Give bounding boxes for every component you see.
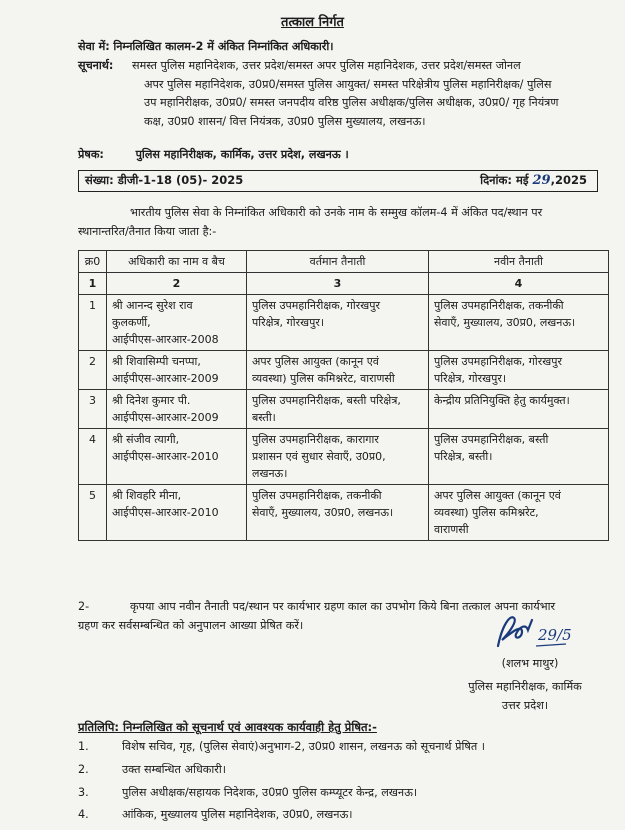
copy-item (78, 806, 353, 824)
cell-line: पुलिस उपमहानिरीक्षक, तकनीकी (434, 299, 564, 312)
copy-heading: प्रतिलिपि: निम्नलिखित को सूचनार्थ एवं आवश्यक कार्यवाही हेतु प्रेषित:- (78, 720, 377, 734)
addressee-line (78, 38, 333, 56)
col-number: 1 (79, 273, 107, 295)
intro-paragraph (78, 204, 608, 241)
cell-line: पुलिस उपमहानिरीक्षक, बस्ती परिक्षेत्र, (252, 394, 401, 407)
table-row (79, 429, 609, 485)
row-officer (107, 351, 247, 390)
cell-line: केन्द्रीय प्रतिनियुक्ति हेतु कार्यमुक्त। (434, 394, 570, 407)
info-line: उप महानिरीक्षक, उ0प्र0/ समस्त जनपदीय वरिष्ठ पुलिस अधीक्षक/पुलिस अधीक्षक, उ0प्र0/ गृह नियंत्रण (144, 96, 559, 109)
info-label: सूचनार्थ: (78, 59, 114, 72)
col-number: 2 (107, 273, 247, 295)
cell-line: श्री आनन्द सुरेश राव (112, 299, 193, 312)
cell-line: प्रशासन एवं सुधार सेवाएँ, उ0प्र0, (252, 450, 386, 463)
reference-number: संख्या: डीजी-1-18 (05)- 2025 (85, 173, 244, 187)
cell-line: पुलिस उपमहानिरीक्षक, कारागार (252, 433, 379, 446)
cell-line: पुलिस उपमहानिरीक्षक, बस्ती (434, 433, 549, 446)
sender-text: पुलिस महानिरीक्षक, कार्मिक, उत्तर प्रदेश, लखनऊ । (135, 148, 349, 161)
table-body (79, 295, 609, 541)
cell-line: आईपीएस-आरआर-2010 (112, 450, 219, 463)
header-current: वर्तमान तैनाती (247, 251, 429, 273)
column-number-row (79, 273, 609, 295)
cell-line: वाराणसी (434, 523, 469, 536)
copy-item-text: पुलिस अधीक्षक/सहायक निदेशक, उ0प्र0 पुलिस कम्प्यूटर केन्द्र, लखनऊ। (122, 786, 418, 799)
intro-line: भारतीय पुलिस सेवा के निम्नांकित अधिकारी को उनके नाम के सम्मुख कॉलम-4 में अंकित पद/स्थान पर (130, 206, 543, 219)
copy-item-number: 4. (78, 808, 89, 821)
date-prefix: दिनांक: मई (480, 173, 529, 187)
cell-line: आईपीएस-आरआर-2008 (112, 333, 219, 346)
addressee-label: सेवा में: (78, 40, 110, 53)
signatory-designation (430, 677, 620, 715)
copy-item (78, 738, 485, 756)
copy-item-text: उक्त सम्बन्धित अधिकारी। (122, 763, 226, 776)
handwritten-signature (492, 606, 572, 656)
cell-line: परिक्षेत्र, गोरखपुर। (252, 316, 325, 329)
signatory-name: (शलभ माथुर) (501, 657, 559, 670)
intro-line: स्थानान्तरित/तैनात किया जाता है:- (78, 224, 217, 238)
row-current-posting (247, 390, 429, 429)
row-new-posting (429, 429, 609, 485)
handwritten-day: 29 (532, 173, 551, 188)
para-number: 2- (78, 600, 90, 613)
instruction-text: कृपया आप नवीन तैनाती पद/स्थान पर कार्यभार ग्रहण काल का उपभोग किये बिना तत्काल अपना कार्यभार (130, 600, 556, 613)
sender-label: प्रेषक: (78, 148, 104, 161)
sender-line (78, 146, 349, 164)
row-officer (107, 429, 247, 485)
info-line: समस्त पुलिस महानिदेशक, उत्तर प्रदेश/समस्त अपर पुलिस महानिदेशक, उत्तर प्रदेश/समस्त जोनल (132, 59, 521, 72)
table-row (79, 351, 609, 390)
document-title: तत्काल निर्गत (281, 15, 344, 30)
addressee-text: निम्नलिखित कालम-2 में अंकित निम्नांकित अधिकारी। (113, 40, 334, 53)
copy-item-number: 1. (78, 740, 89, 753)
cell-line: अपर पुलिस आयुक्त (कानून एवं (252, 355, 379, 368)
cell-line: परिक्षेत्र, गोरखपुर। (434, 372, 507, 385)
row-sno: 1 (79, 295, 107, 351)
table-row (79, 485, 609, 541)
cell-line: सेवाएँ, मुख्यालय, उ0प्र0, लखनऊ। (252, 506, 394, 519)
cell-line: लखनऊ। (252, 467, 288, 480)
copy-item (78, 784, 417, 802)
cell-line: आईपीएस-आरआर-2010 (112, 506, 219, 519)
posting-table (78, 250, 609, 541)
table-header-row (79, 251, 609, 273)
row-officer (107, 295, 247, 351)
cell-line: श्री संजीव त्यागी, (112, 433, 180, 446)
reference-box (78, 170, 598, 192)
copy-item (78, 761, 226, 779)
row-new-posting (429, 485, 609, 541)
row-current-posting (247, 485, 429, 541)
header-officer: अधिकारी का नाम व बैच (107, 251, 247, 273)
cell-line: पुलिस उपमहानिरीक्षक, तकनीकी (252, 489, 382, 502)
col-number: 4 (429, 273, 609, 295)
col-number: 3 (247, 273, 429, 295)
row-current-posting (247, 429, 429, 485)
cell-line: बस्ती। (252, 411, 276, 424)
header-new: नवीन तैनाती (429, 251, 609, 273)
designation-line: उत्तर प्रदेश। (501, 699, 549, 712)
copy-item-number: 2. (78, 763, 89, 776)
row-new-posting (429, 390, 609, 429)
row-current-posting (247, 295, 429, 351)
info-line: अपर पुलिस महानिदेशक, उ0प्र0/समस्त पुलिस आयुक्त/ समस्त परिक्षेत्रीय पुलिस महानिरीक्षक/ पुलिस (144, 77, 552, 91)
row-new-posting (429, 295, 609, 351)
cell-line: श्री दिनेश कुमार पी. (112, 394, 191, 407)
cell-line: आईपीएस-आरआर-2009 (112, 372, 219, 385)
cell-line: परिक्षेत्र, बस्ती। (434, 450, 493, 463)
row-officer (107, 390, 247, 429)
designation-line: पुलिस महानिरीक्षक, कार्मिक (468, 680, 582, 693)
reference-date (480, 173, 587, 188)
cell-line: व्यवस्था) पुलिस कमिश्नरेट, वाराणसी (252, 372, 395, 385)
row-sno: 4 (79, 429, 107, 485)
copy-item-text: विशेष सचिव, गृह, (पुलिस सेवाएं)अनुभाग-2, उ0प्र0 शासन, लखनऊ को सूचनार्थ प्रेषित । (122, 740, 486, 753)
row-current-posting (247, 351, 429, 390)
date-year: ,2025 (550, 173, 587, 187)
row-sno: 5 (79, 485, 107, 541)
table-row (79, 295, 609, 351)
copy-item-number: 3. (78, 786, 89, 799)
info-line: कक्ष, उ0प्र0 शासन/ वित्त नियंत्रक, उ0प्र0 पुलिस मुख्यालय, लखनऊ। (144, 114, 426, 128)
row-officer (107, 485, 247, 541)
cell-line: आईपीएस-आरआर-2009 (112, 411, 219, 424)
cell-line: श्री शिवासिम्पी चनप्पा, (112, 355, 201, 368)
cell-line: सेवाएँ, मुख्यालय, उ0प्र0, लखनऊ। (434, 316, 576, 329)
row-sno: 3 (79, 390, 107, 429)
instruction-line-2: ग्रहण कर सर्वसम्बन्धित को अनुपालन आख्या प्रेषित करें। (78, 618, 304, 632)
cell-line: अपर पुलिस आयुक्त (कानून एवं (434, 489, 561, 502)
table-row (79, 390, 609, 429)
header-sno: क्र0 (79, 251, 107, 273)
cell-line: पुलिस उपमहानिरीक्षक, गोरखपुर (434, 355, 562, 368)
copy-item-text: आंकिक, मुख्यालय पुलिस महानिदेशक, उ0प्र0, लखनऊ। (122, 808, 353, 821)
cell-line: श्री शिवहरि मीना, (112, 489, 182, 502)
cell-line: व्यवस्था) पुलिस कमिश्नरेट, (434, 506, 539, 519)
signature-date: 29/5 (538, 626, 572, 644)
info-recipients (132, 57, 612, 131)
row-new-posting (429, 351, 609, 390)
cell-line: पुलिस उपमहानिरीक्षक, गोरखपुर (252, 299, 380, 312)
row-sno: 2 (79, 351, 107, 390)
cell-line: कुलकर्णी, (112, 316, 151, 329)
